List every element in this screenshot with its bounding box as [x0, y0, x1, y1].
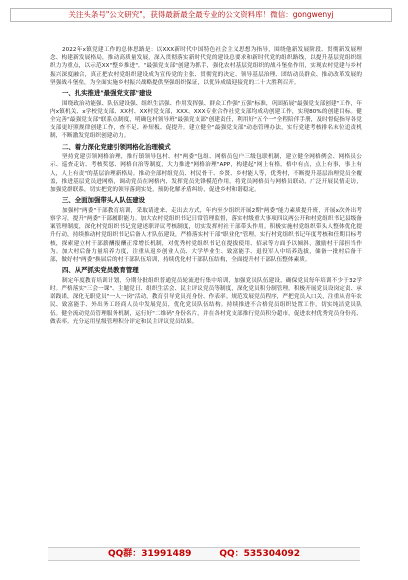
qq-group-text: QQ群：31991489 [107, 549, 192, 559]
section-heading: 二、着力深化党建引领网格化治理模式 [62, 142, 171, 151]
paragraph: 2022年x镇党建工作的总体思路是：以XXX新时代中国特色社会主义思想为指导，围绕他新发展阶段、贯彻新发展理念、构建新发展格局，推动高质量发展，深入贯彻落实新时代党的建设总要求和新时代党的组织路线，以提升基层党组织组织力为重点，以示范XX"整乡推进"，"最强党支部"创建为抓手，强化农村基层党组织的战斗堡垒作用，实现农村党建与乡村振兴深度融合，真正把农村党组织建设成为宣传党的主张、贯彻党的决定、领导基层治理、团结动员群众、推动改革发展的坚强战斗堡垒，为全面实施乡村振兴战略提供坚强组织保证，以优异成绩迎接党的二十大胜利召开。 [50, 47, 362, 86]
top-banner: 关注头条号"公文研究"，获得最新最全最专业的公文资料库！微信：gongwenyj [10, 8, 392, 22]
section-heading: 三、全面加强带头人队伍建设 [62, 196, 146, 205]
paragraph: 坚持党建引领网格治理，推行镇领导包村、村"两委"包组、网格员包户三级包联机制，建立健全网格例会、网格员公示、巡查走访、考核奖惩、网格自治等制度，大力推进"网格治理"APP，构建起"网上有格，格中有点，点上有事，事上有人，人上有责"的基层治理新格局。推动全部村组党员、村民骨干、乡贤、乡村能人等，优秀村，不断提升基层治理党员全覆盖，推进基层党员进网格，调动党员在网格内，发挥党员先锋模范作用，将党员网格员与网格员联动，广泛开展民情走访，加强党群联系，切实把党的领导落到实处，预防化解矛盾纠纷，促进乡村和谐稳定。 [50, 154, 362, 194]
section-heading: 四、从严抓实党员教育管理 [62, 266, 139, 275]
paragraph: 加强村"两委"干部教育培训，采取请进来、走出去方式，年内至少组织开展2期"两委"能力素质提升班，开展x次外出考察学习，提升"两委"干部履职能力。加大农村党组织书记日常管理监督，落实村级重大事项四议两公开和村党组织书记县级备案管理制度，深化村党组织书记党建述职评议考核制度，切实发挥村社干部带头作用。积极实施村党组织带头人整体优化提升行动，持续推动村党组织书记后备人才队伍建设，严格落实村干部"职业化"管理，实行村党组织书记年度考核和任期目标考核，探索建立村干部薪酬报酬正常增长机制，对优秀村党组织书记在提拔使用、招录等方面予以倾斜，激励村干部担当作为。加大村后备力量培养力度，注重从返乡创业人员、大学毕业生、致富能手、退役军人中培养选拔，储备一批村后备干部，做好村"两委"换届后的村干部队伍培训，持续优化村干部队伍结构，全面提升村干部队伍整体素质。 [50, 207, 362, 264]
section-heading: 一、扎实推进"最强党支部"建设 [62, 89, 152, 98]
qq-text: QQ：535304092 [219, 549, 301, 559]
paragraph: 制定年度教育培训计划，分期分批组织普通党员轮流进行集中培训，加强党员队伍建设，确保党员每年培训不少于32学时。严格落实"三会一课"、主题党日、组织生活会、民主评议党员等制度，深化党员积分制管理。积极开展党员设岗定责、承诺践诺，深化无职党员"一人一岗"活动，教育引导党员亮身份、作表率。规范发展党员程序，严把党员入口关，注重从青年农民、致富能手、外出务工经商人员中发展党员，优化党员队伍结构。持续推进不合格党员组织处置工作，切实纯洁党员队伍。健全流动党员管理服务机制，运行好"二维码"身份名片，并在各村党支部推行党员积分超市，促进农村优秀党员身份亮、做表率。充分运用星级管理积分评定和民主评议党员结果。 [50, 277, 362, 325]
paragraph: 围绕政治功能强、队伍建设强、组织生活强、作用发挥强、群众工作强"五强"标准，巩固拓展"最强党支部创建"工作，年内x镇机关、x学校党支部、XX村、XX村党支部，XXX、XXX专业合作社党支部均成功创建工作，实现80%的创建目标。健全完善"最强党支部"联系点制度，明确包村领导班"最强党支部"创建责任，利用好"五个一"全程陪伴手册，及时督促指导各党支部更好照规律创建工作，查不足、补短板、促提升。建立健全"最强党支部"动态管理办法，实行党建考核排名末位追责机制，不断激发党组织创建动力。 [50, 100, 362, 140]
bottom-banner [48, 547, 360, 561]
document-body [50, 46, 362, 532]
